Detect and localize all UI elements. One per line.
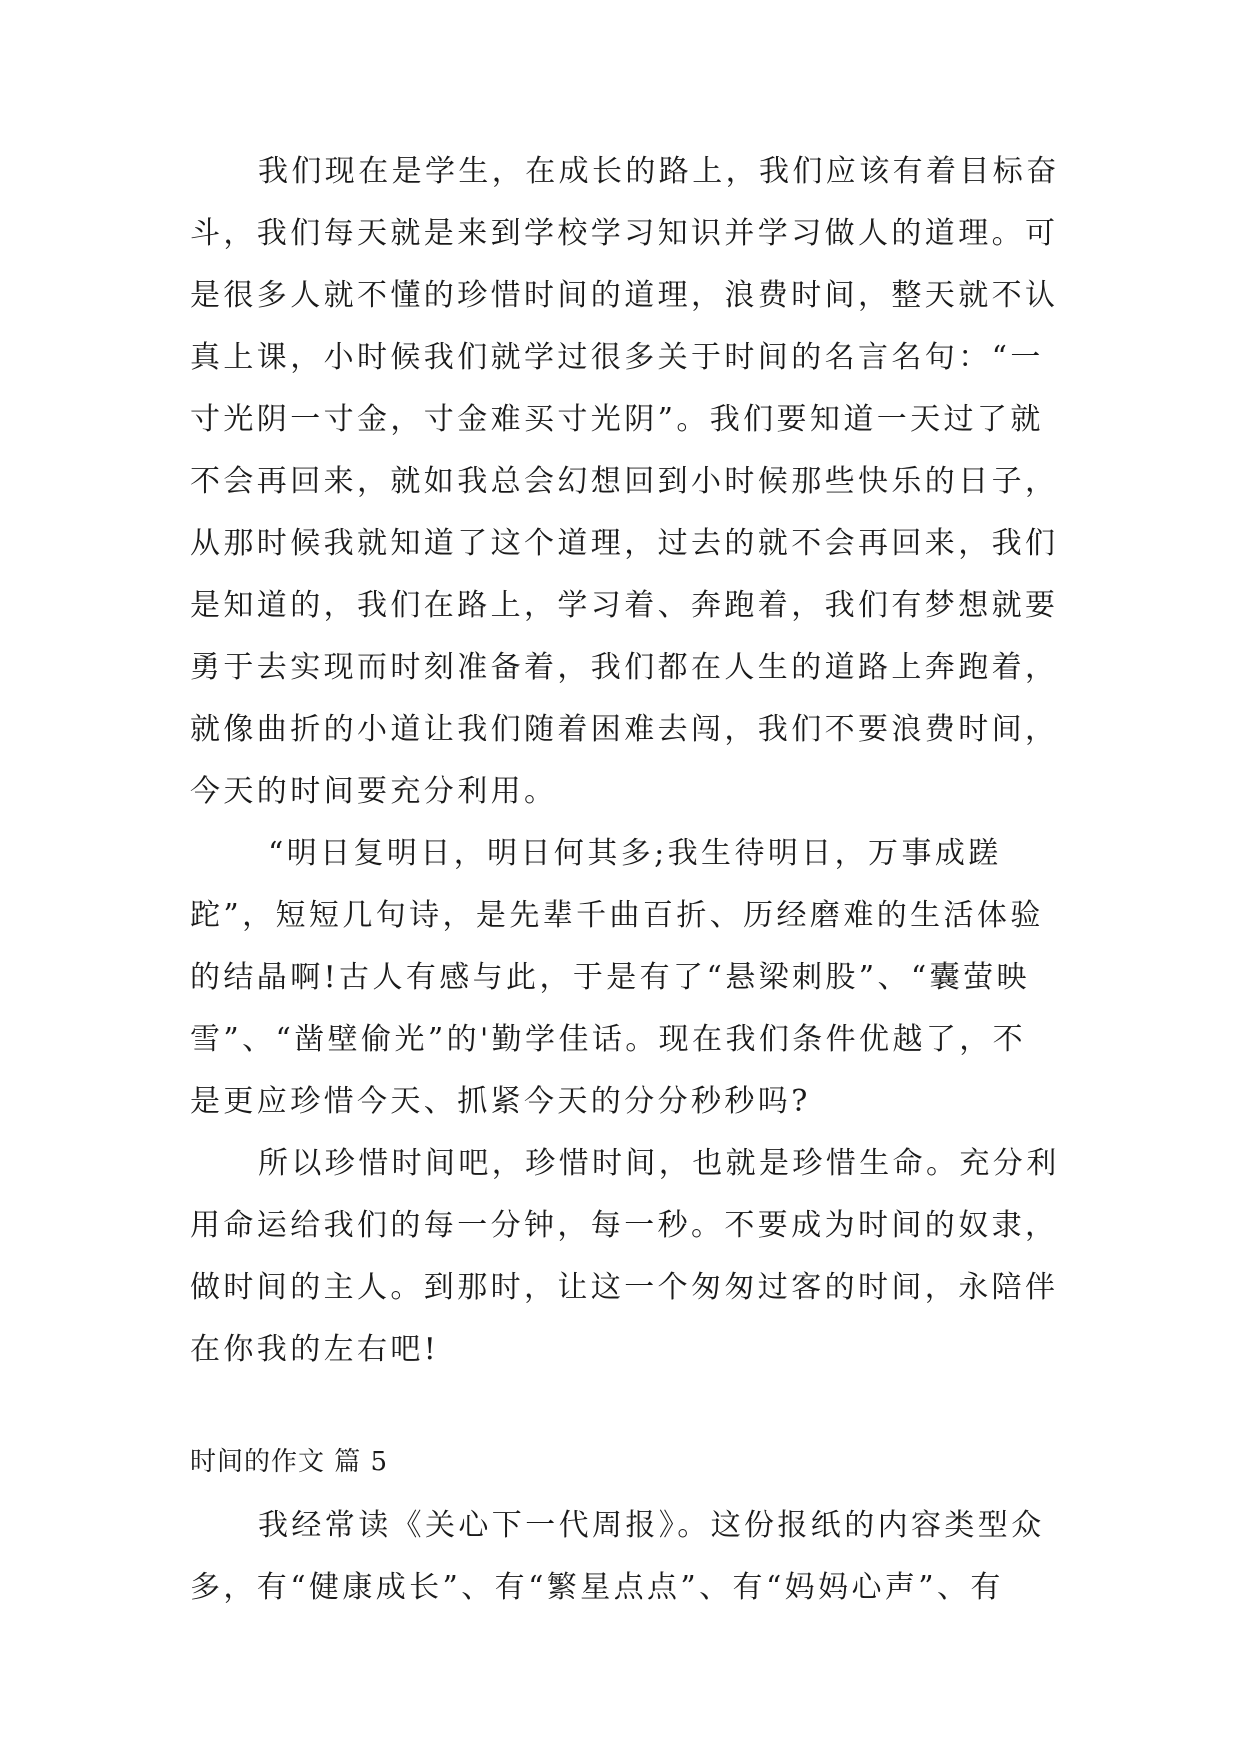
- paragraph-line: 多，有“健康成长”、有“繁星点点”、有“妈妈心声”、有: [190, 1570, 1004, 1605]
- paragraph-line: 我们现在是学生，在成长的路上，我们应该有着目标奋: [258, 154, 1060, 189]
- paragraph-line: 真上课，小时候我们就学过很多关于时间的名言名句：“一: [190, 340, 1044, 375]
- paragraph-line: 就像曲折的小道让我们随着困难去闯，我们不要浪费时间，: [190, 712, 1059, 747]
- paragraph-line: 勇于去实现而时刻准备着，我们都在人生的道路上奔跑着，: [190, 650, 1059, 685]
- paragraph-line: 斗，我们每天就是来到学校学习知识并学习做人的道理。可: [190, 216, 1059, 251]
- paragraph-line: 所以珍惜时间吧，珍惜时间，也就是珍惜生命。充分利: [258, 1146, 1060, 1181]
- paragraph-line: “明日复明日，明日何其多;我生待明日，万事成蹉: [268, 836, 1002, 871]
- paragraph-line: 雪”、“凿壁偷光”的'勤学佳话。现在我们条件优越了，不: [190, 1022, 1027, 1057]
- paragraph-line: 是知道的，我们在路上，学习着、奔跑着，我们有梦想就要: [190, 588, 1059, 623]
- paragraph-line: 在你我的左右吧!: [190, 1332, 440, 1367]
- paragraph-line: 跎”，短短几句诗，是先辈千曲百折、历经磨难的生活体验: [190, 898, 1044, 933]
- paragraph-line: 是很多人就不懂的珍惜时间的道理，浪费时间，整天就不认: [190, 278, 1059, 313]
- paragraph-line: 用命运给我们的每一分钟，每一秒。不要成为时间的奴隶，: [190, 1208, 1059, 1243]
- paragraph-line: 是更应珍惜今天、抓紧今天的分分秒秒吗?: [190, 1084, 811, 1119]
- paragraph-line: 今天的时间要充分利用。: [190, 774, 558, 809]
- paragraph-line: 的结晶啊!古人有感与此，于是有了“悬梁刺股”、“囊萤映: [190, 960, 1030, 995]
- paragraph-line: 做时间的主人。到那时，让这一个匆匆过客的时间，永陪伴: [190, 1270, 1059, 1305]
- paragraph-line: 不会再回来，就如我总会幻想回到小时候那些快乐的日子，: [190, 464, 1059, 499]
- section-title: 时间的作文 篇 5: [190, 1447, 389, 1477]
- paragraph-line: 我经常读《关心下一代周报》。这份报纸的内容类型众: [258, 1508, 1045, 1543]
- paragraph-line: 寸光阴一寸金，寸金难买寸光阴”。我们要知道一天过了就: [190, 402, 1044, 437]
- paragraph-line: 从那时候我就知道了这个道理，过去的就不会再回来，我们: [190, 526, 1059, 561]
